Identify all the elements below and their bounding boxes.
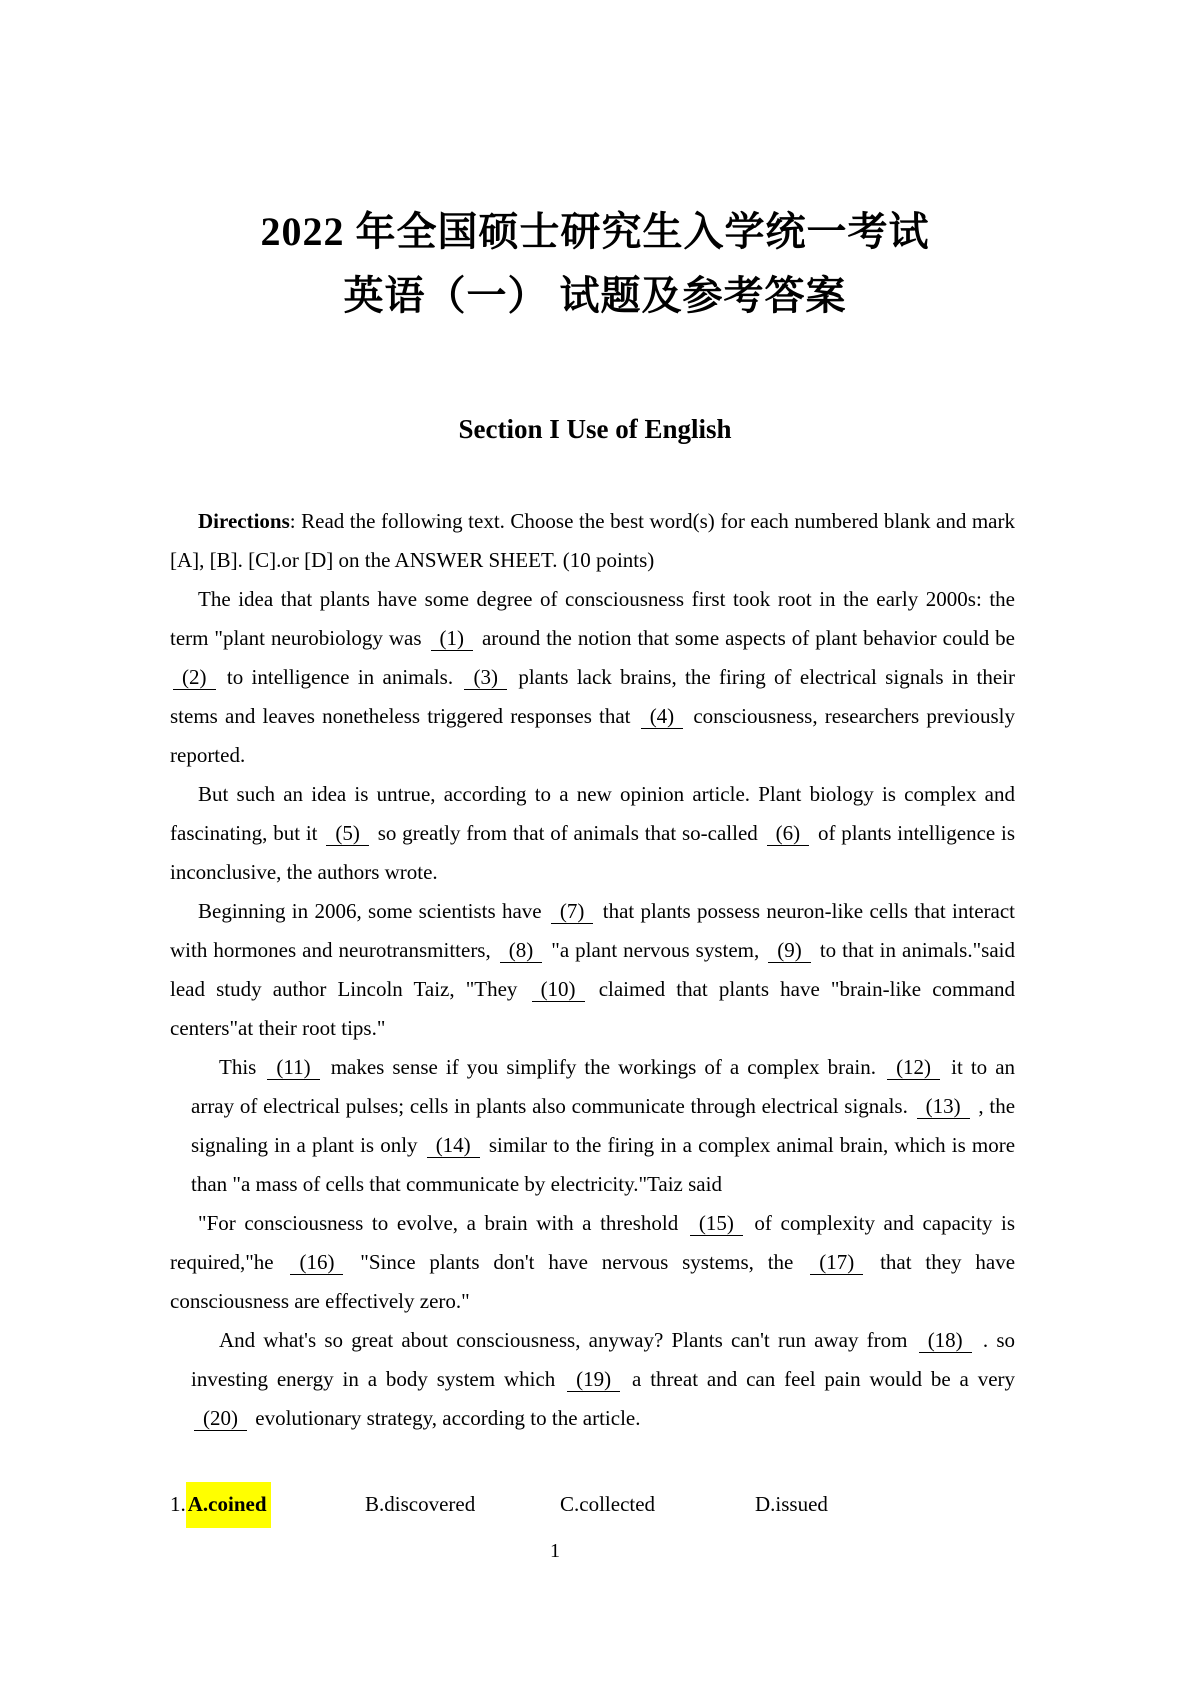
blank-8: (8) — [500, 938, 543, 963]
section-heading: Section I Use of English — [458, 414, 732, 444]
blank-2: (2) — [173, 665, 216, 690]
text-run: makes sense if you simplify the workings of a complex brain. — [330, 1055, 876, 1079]
option-a-highlighted-answer: A.coined — [186, 1482, 271, 1528]
cloze-paragraph-6 — [170, 1321, 1015, 1438]
text-run: Beginning in 2006, some scientists have — [198, 899, 542, 923]
blank-20: (20) — [194, 1406, 247, 1431]
cloze-paragraph-5 — [170, 1204, 1015, 1321]
cloze-paragraph-1 — [170, 580, 1015, 775]
blank-7: (7) — [551, 899, 594, 924]
option-column-b — [365, 1485, 560, 1524]
text-run: that they have consciousness are effectively zero." — [170, 1250, 1016, 1313]
directions-label: Directions — [198, 509, 290, 533]
text-run: . so investing energy in a body system which — [191, 1328, 1016, 1391]
blank-18: (18) — [919, 1328, 972, 1353]
text-run: "Since plants don't have nervous systems, the — [360, 1250, 794, 1274]
blank-9: (9) — [768, 938, 811, 963]
blank-10: (10) — [532, 977, 585, 1002]
text-run: "For consciousness to evolve, a brain with a threshold — [198, 1211, 679, 1235]
blank-3: (3) — [464, 665, 507, 690]
option-column-a — [170, 1485, 365, 1524]
text-run: so greatly from that of animals that so-called — [377, 821, 758, 845]
option-d: D.issued — [755, 1492, 828, 1516]
text-run: , the signaling in a plant is only — [191, 1094, 1016, 1157]
text-run: plants lack brains, the firing of electrical signals in their stems and leaves nonetheless triggered responses that — [170, 665, 1016, 728]
text-run: of complexity and capacity is required,"he — [170, 1211, 1016, 1274]
option-c: C.collected — [560, 1492, 656, 1516]
text-run: The idea that plants have some degree of consciousness first took root in the early 2000s: the term "plant neurobiology was — [170, 587, 1015, 650]
blank-15: (15) — [690, 1211, 743, 1236]
text-run: a threat and can feel pain would be a very — [632, 1367, 1016, 1391]
text-run: to that in animals."said lead study author Lincoln Taiz, "They — [170, 938, 1015, 1001]
question-1-options-row — [170, 1485, 1015, 1524]
text-run: "a plant nervous system, — [551, 938, 760, 962]
blank-14: (14) — [427, 1133, 480, 1158]
blank-17: (17) — [810, 1250, 863, 1275]
blank-16: (16) — [290, 1250, 343, 1275]
text-run: similar to the firing in a complex animal brain, which is more than "a mass of cells that communicate by electricity."Taiz said — [191, 1133, 1016, 1196]
text-run: around the notion that some aspects of plant behavior could be — [481, 626, 1015, 650]
blank-11: (11) — [267, 1055, 319, 1080]
text-run: of plants intelligence is inconclusive, the authors wrote. — [170, 821, 1016, 884]
text-run: And what's so great about consciousness, anyway? Plants can't run away from — [219, 1328, 908, 1352]
question-number: 1. — [170, 1492, 186, 1516]
option-b: B.discovered — [365, 1492, 476, 1516]
text-run: that plants possess neuron-like cells that interact with hormones and neurotransmitters, — [170, 899, 1015, 962]
text-run: it to an array of electrical pulses; cells in plants also communicate through electrical signals. — [191, 1055, 1016, 1118]
text-run: evolutionary strategy, according to the article. — [255, 1406, 641, 1430]
text-run: But such an idea is untrue, according to a new opinion article. Plant biology is complex and fascinating, but it — [170, 782, 1015, 845]
blank-19: (19) — [567, 1367, 620, 1392]
option-column-c — [560, 1485, 755, 1524]
document-title-line1: 2022 年全国硕士研究生入学统一考试 — [260, 209, 930, 254]
text-run: : Read the following text. Choose the best word(s) for each numbered blank and mark [A], [B]. [C].or [D] on the ANSWER SHEET. (10 points) — [170, 509, 1015, 572]
blank-12: (12) — [887, 1055, 940, 1080]
blank-4: (4) — [641, 704, 684, 729]
cloze-paragraph-2 — [170, 775, 1015, 892]
text-run: claimed that plants have "brain-like command centers"at their root tips." — [170, 977, 1016, 1040]
blank-13: (13) — [917, 1094, 970, 1119]
text-run: This — [219, 1055, 257, 1079]
text-run: consciousness, researchers previously reported. — [170, 704, 1016, 767]
blank-6: (6) — [767, 821, 810, 846]
cloze-paragraph-4 — [170, 1048, 1015, 1204]
cloze-paragraph-0 — [170, 502, 1015, 580]
document-title — [0, 0, 1190, 328]
cloze-paragraph-3 — [170, 892, 1015, 1048]
text-run: to intelligence in animals. — [226, 665, 454, 689]
cloze-text — [170, 502, 1015, 1438]
blank-5: (5) — [326, 821, 369, 846]
blank-1: (1) — [431, 626, 474, 651]
option-column-d — [755, 1485, 950, 1524]
document-title-line2: 英语（一） 试题及参考答案 — [343, 273, 847, 318]
page-number: 1 — [550, 1540, 560, 1562]
